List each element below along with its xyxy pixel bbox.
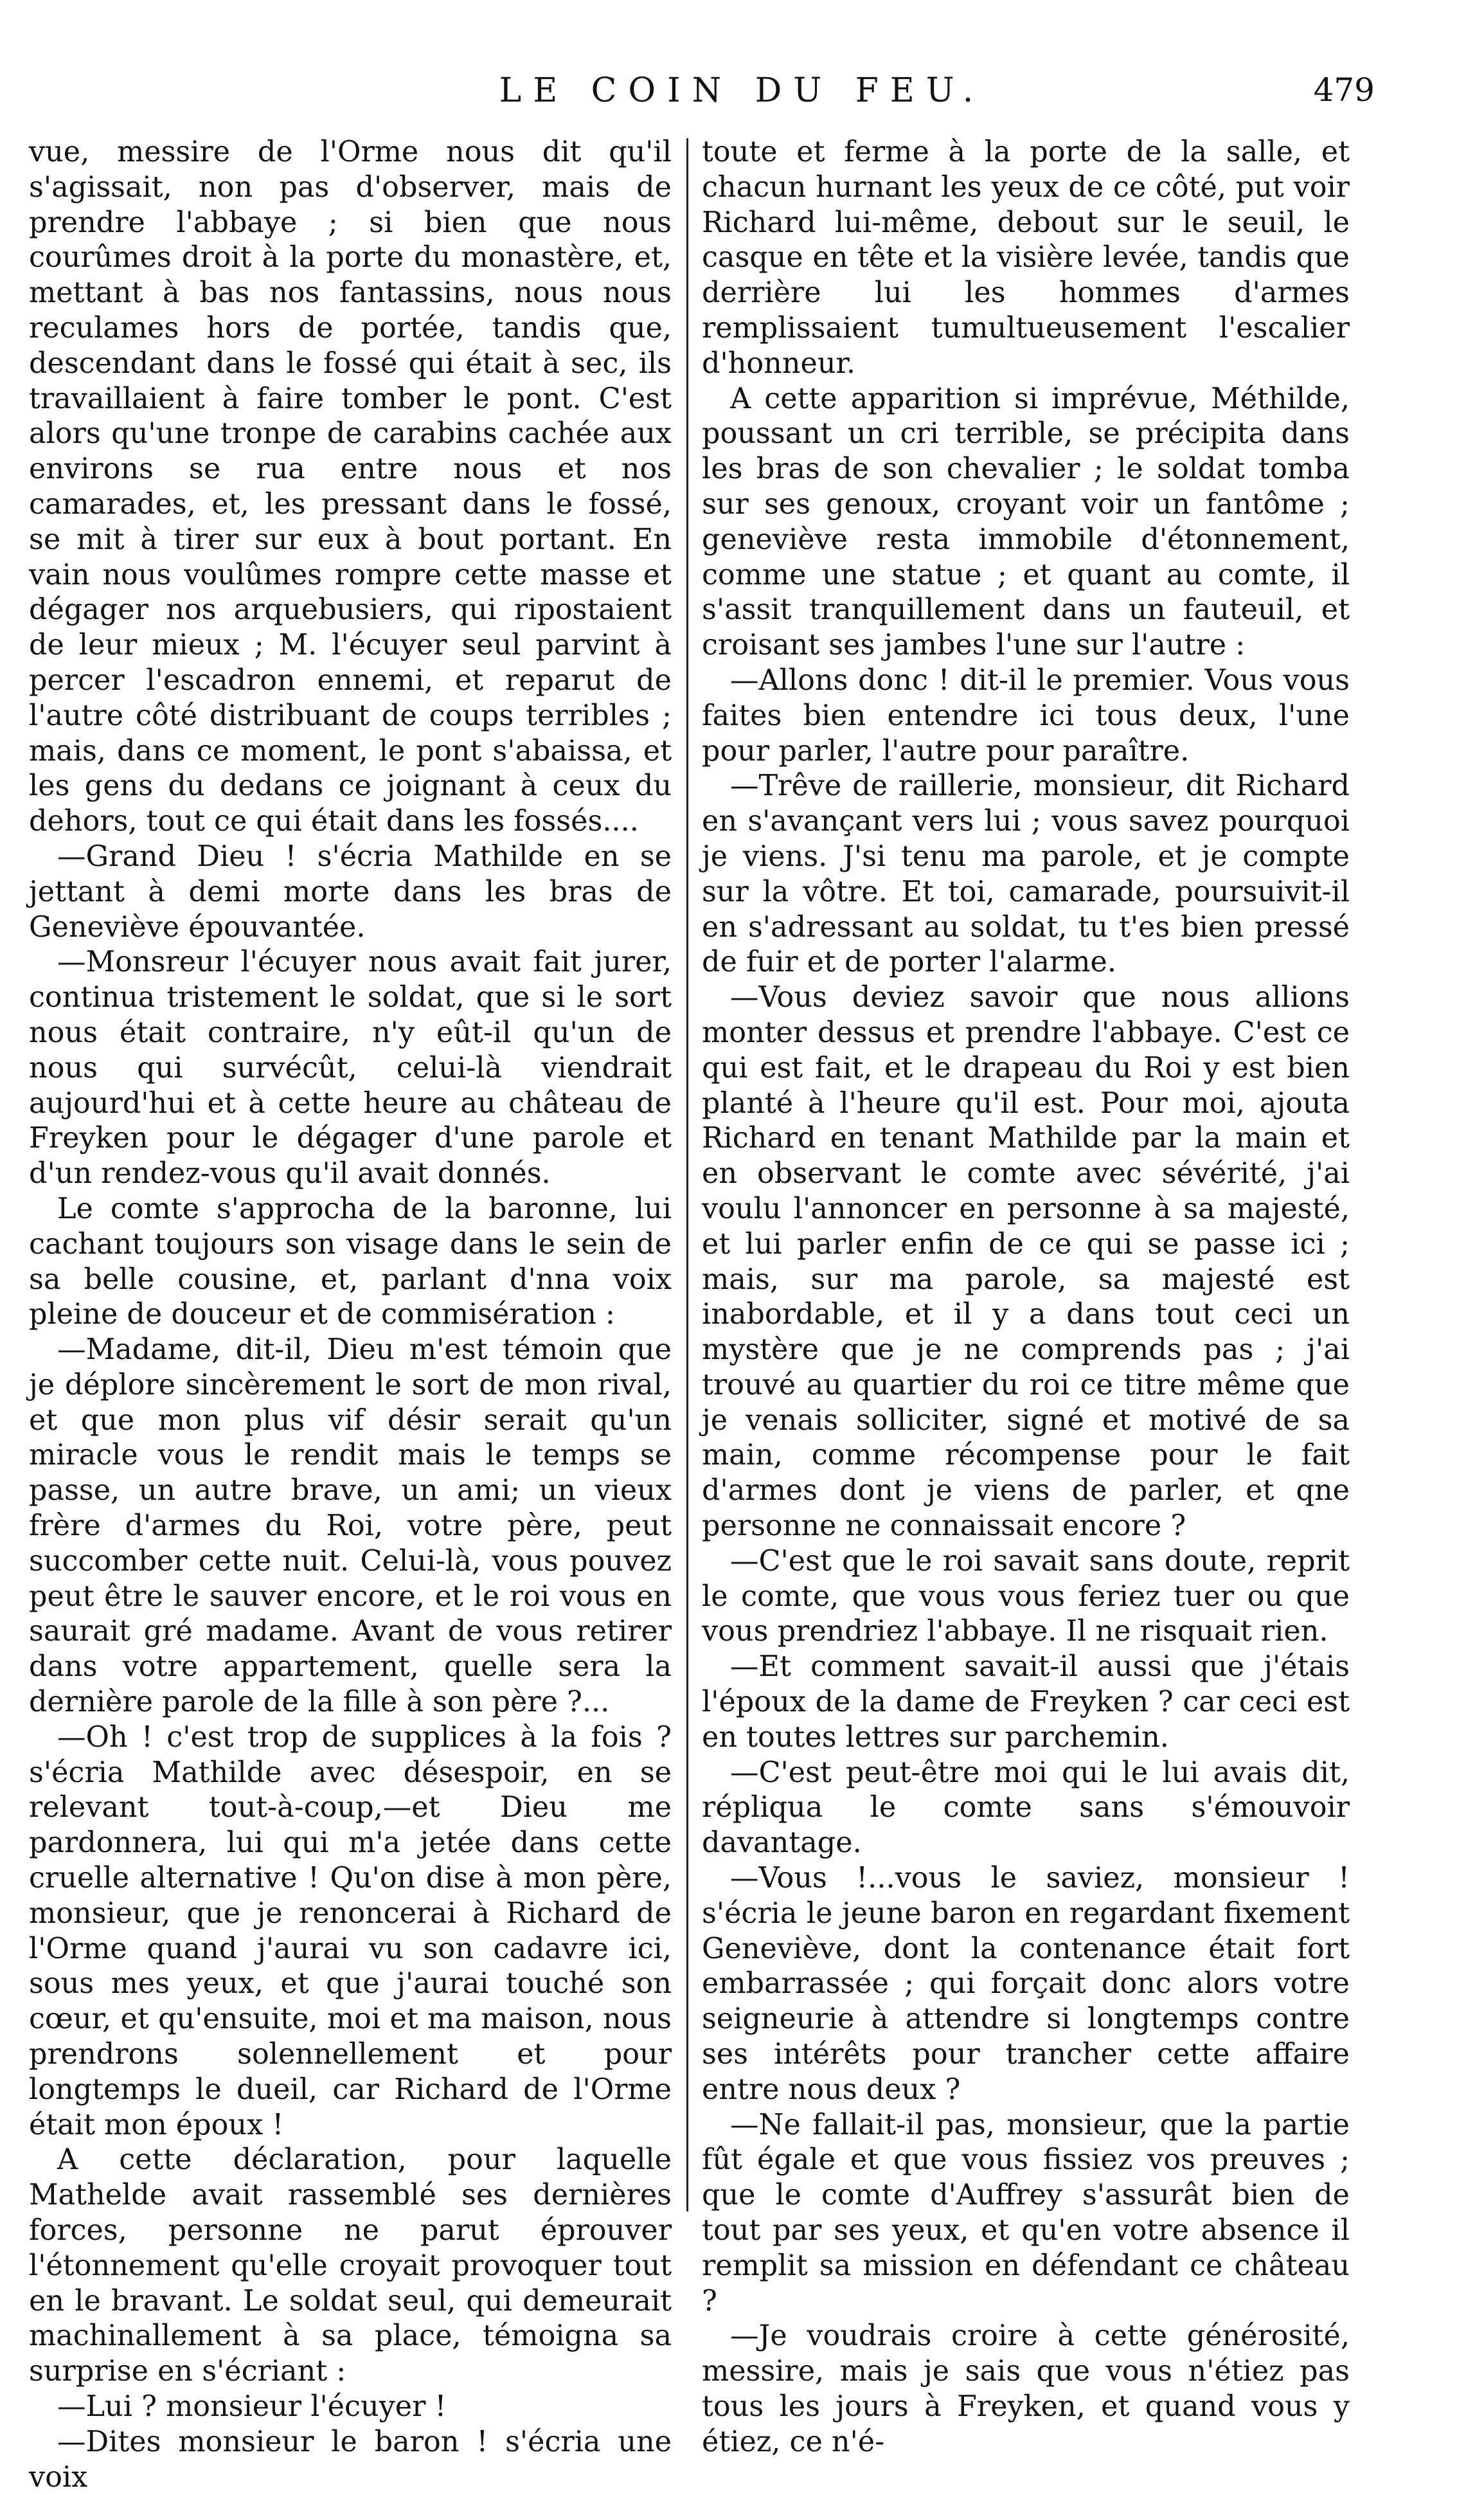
paragraph: —Lui ? monsieur l'écuyer ! bbox=[57, 2390, 447, 2423]
paragraph: —Je voudrais croire à cette générosité, messire, mais je sais que vous n'étiez pas tous les jours à Freyken, et quand vous y étiez, ce n'é- bbox=[702, 2319, 1350, 2458]
paragraph: —Dites monsieur le baron ! s'écria une voix bbox=[29, 2425, 672, 2494]
paragraph: —Oh ! c'est trop de supplices à la fois ? s'écria Mathilde avec désespoir, en se relevant tout-à-coup,—et Dieu me pardonnera, lui qui m'a jetée dans cette cruelle alternative ! Qu'on dise à mon père, monsieur, que je renoncerai à Richard de l'Orme quand j'aurai vu son cadavre ici, sous mes yeux, et que j'aurai touché son cœur, et qu'ensuite, moi et ma maison, nous prendrons solennellement et pour longtemps le dueil, car Richard de l'Orme était mon époux ! bbox=[29, 1720, 672, 2141]
paragraph: —Vous deviez savoir que nous allions monter dessus et prendre l'abbaye. C'est ce qui est fait, et le drapeau du Roi y est bien planté à l'heure qu'il est. Pour moi, ajouta Richard en tenant Mathilde par la main et en observant le comte avec sévérité, j'ai voulu l'annoncer en personne à sa majesté, et lui parler enfin de ce qui se passe ici ; mais, sur ma parole, sa majesté est inabordable, et il y a dans tout ceci un mystère que je ne comprends pas ; j'ai trouvé au quartier du roi ce titre même que je venais solliciter, signé et motivé de sa main, comme récompense pour le fait d'armes dont je viens de parler, et qne personne ne connaissait encore ? bbox=[702, 981, 1350, 1543]
paragraph: —Trêve de raillerie, monsieur, dit Richard en s'avançant vers lui ; vous savez pourquoi je viens. J'si tenu ma parole, et je compte sur la vôtre. Et toi, camarade, poursuivit-il en s'adressant au soldat, tu t'es bien pressé de fuir et de porter l'alarme. bbox=[702, 770, 1350, 979]
paragraph: —C'est que le roi savait sans doute, reprit le comte, que vous vous feriez tuer ou que vous prendriez l'abbaye. Il ne risquait rien. bbox=[702, 1544, 1350, 1648]
paragraph: —Et comment savait-il aussi que j'étais l'époux de la dame de Freyken ? car ceci est en toutes lettres sur parchemin. bbox=[702, 1650, 1350, 1754]
column-divider bbox=[686, 138, 688, 2211]
right-column bbox=[702, 135, 1350, 2458]
page-number: 479 bbox=[1313, 71, 1375, 109]
paragraph: —Monsreur l'écuyer nous avait fait jurer, continua tristement le soldat, que si le sort nous était contraire, n'y eût-il qu'un de nous qui survécût, celui-là viendrait aujourd'hui et à cette heure au château de Freyken pour le dégager d'une parole et d'un rendez-vous qu'il avait donnés. bbox=[29, 946, 672, 1191]
paragraph: Le comte s'approcha de la baronne, lui cachant toujours son visage dans le sein de sa belle cousine, et, parlant d'nna voix pleine de douceur et de commisération : bbox=[29, 1192, 672, 1331]
paragraph: —Vous !...vous le saviez, monsieur ! s'écria le jeune baron en regardant fixement Geneviève, dont la contenance était fort embarrassée ; qui forçait donc alors votre seigneurie à attendre si longtemps contre ses intérêts pour trancher cette affaire entre nous deux ? bbox=[702, 1862, 1350, 2106]
paragraph: toute et ferme à la porte de la salle, et chacun hurnant les yeux de ce côté, put voir Richard lui-même, debout sur le seuil, le casque en tête et la visière levée, tandis que derrière lui les hommes d'armes remplissaient tumultueusement l'escalier d'honneur. bbox=[702, 136, 1350, 380]
paragraph: —C'est peut-être moi qui le lui avais dit, répliqua le comte sans s'émouvoir davantage. bbox=[702, 1756, 1350, 1860]
running-head bbox=[0, 68, 1484, 125]
paragraph: A cette apparition si imprévue, Méthilde, poussant un cri terrible, se précipita dans les bras de son chevalier ; le soldat tomba sur ses genoux, croyant voir un fantôme ; geneviève resta immobile d'étonnement, comme une statue ; et quant au comte, il s'assit tranquillement dans un fauteuil, et croisant ses jambes l'une sur l'autre : bbox=[702, 382, 1350, 662]
paragraph: —Allons donc ! dit-il le premier. Vous vous faites bien entendre ici tous deux, l'une pour parler, l'autre pour paraître. bbox=[702, 663, 1350, 768]
paragraph: vue, messire de l'Orme nous dit qu'il s'agissait, non pas d'observer, mais de prendre l'abbaye ; si bien que nous courûmes droit à la porte du monastère, et, mettant à bas nos fantassins, nous nous reculames hors de portée, tandis que, descendant dans le fossé qui était à sec, ils travaillaient à faire tomber le pont. C'est alors qu'une tronpe de carabins cachée aux environs se rua entre nous et nos camarades, et, les pressant dans le fossé, se mit à tirer sur eux à bout portant. En vain nous voulûmes rompre cette masse et dégager nos arquebusiers, qui ripostaient de leur mieux ; M. l'écuyer seul parvint à percer l'escadron ennemi, et reparut de l'autre côté distribuant de coups terribles ; mais, dans ce moment, le pont s'abaissa, et les gens du dedans ce joignant à ceux du dehors, tout ce qui était dans les fossés.... bbox=[29, 136, 672, 838]
paragraph: —Madame, dit-il, Dieu m'est témoin que je déplore sincèrement le sort de mon rival, et que mon plus vif désir serait qu'un miracle vous le rendit mais le temps se passe, un autre brave, un ami; un vieux frère d'armes du Roi, votre père, peut succomber cette nuit. Celui-là, vous pouvez peut être le sauver encore, et le roi vous en saurait gré madame. Avant de vous retirer dans votre appartement, quelle sera la dernière parole de la fille à son père ?... bbox=[29, 1333, 672, 1719]
paragraph: —Grand Dieu ! s'écria Mathilde en se jettant à demi morte dans les bras de Geneviève épouvantée. bbox=[29, 840, 672, 944]
paragraph: —Ne fallait-il pas, monsieur, que la partie fût égale et que vous fissiez vos preuves ; que le comte d'Auffrey s'assurât bien de tout par ses yeux, et qu'en votre absence il remplit sa mission en défendant ce château ? bbox=[702, 2108, 1350, 2318]
left-column bbox=[29, 135, 672, 2494]
paragraph: A cette déclaration, pour laquelle Mathelde avait rassemblé ses dernières forces, personne ne parut éprouver l'étonnement qu'elle croyait provoquer tout en le bravant. Le soldat seul, qui demeurait machinallement à sa place, témoigna sa surprise en s'écriant : bbox=[29, 2143, 672, 2388]
running-title: LE COIN DU FEU. bbox=[499, 71, 985, 110]
